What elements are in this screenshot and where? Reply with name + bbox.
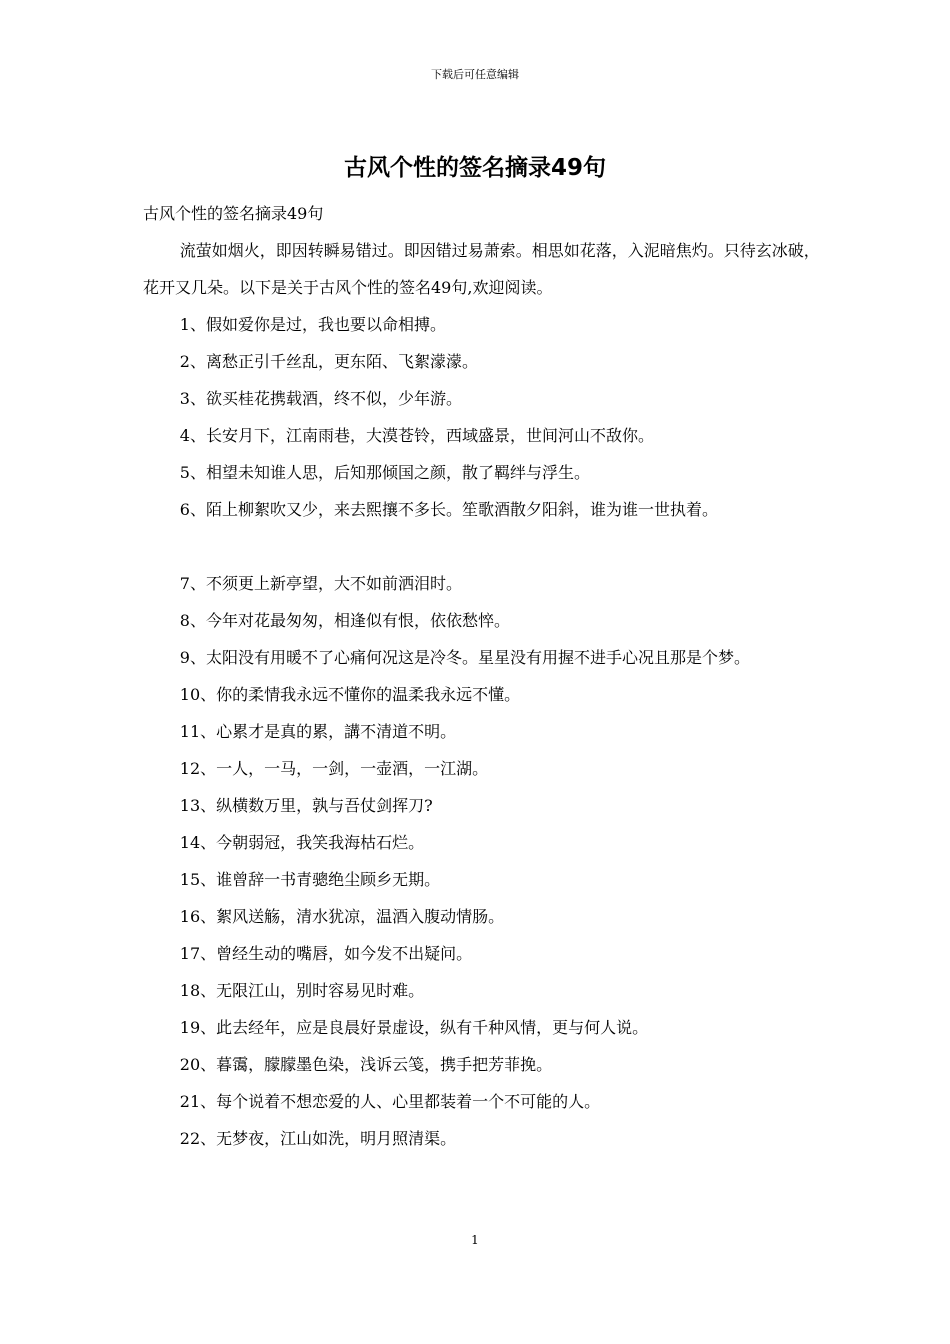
- list-item: 3、欲买桂花携载酒，终不似，少年游。: [179, 389, 462, 408]
- list-item: 2、离愁正引千丝乱，更东陌、飞絮濛濛。: [179, 352, 478, 371]
- list-item: 5、相望未知谁人思，后知那倾国之颜，散了羁绊与浮生。: [179, 463, 590, 482]
- list-item: 6、陌上柳絮吹又少，来去熙攘不多长。笙歌酒散夕阳斜，谁为谁一世执着。: [179, 500, 718, 519]
- page-title: 古风个性的签名摘录49句: [343, 155, 606, 181]
- list-item: 7、不须更上新亭望，大不如前洒泪时。: [179, 574, 462, 593]
- list-item: 13、纵横数万里，孰与吾仗剑挥刀?: [179, 796, 433, 815]
- list-item: 19、此去经年，应是良晨好景虚设，纵有千种风情，更与何人说。: [179, 1018, 649, 1037]
- list-item: 20、暮霭，朦朦墨色染，浅诉云笺，携手把芳菲挽。: [179, 1055, 553, 1074]
- subtitle: 古风个性的签名摘录49句: [143, 204, 324, 223]
- list-item: 4、长安月下，江南雨巷，大漠苍铃，西域盛景，世间河山不敌你。: [179, 426, 654, 445]
- blank-line: [143, 528, 823, 565]
- list-item: 18、无限江山，别时容易见时难。: [179, 981, 425, 1000]
- list-item: 14、今朝弱冠，我笑我海枯石烂。: [179, 833, 425, 852]
- list-item: 9、太阳没有用暖不了心痛何况这是冷冬。星星没有用握不进手心况且那是个梦。: [179, 648, 750, 667]
- page-number: 1: [471, 1233, 479, 1247]
- list-item: 17、曾经生动的嘴唇，如今发不出疑问。: [179, 944, 473, 963]
- intro-paragraph: 流萤如烟火，即因转瞬易错过。即因错过易萧索。相思如花落，入泥暗焦灼。只待玄冰破，花开又几朵。以下是关于古风个性的签名49句,欢迎阅读。: [143, 241, 820, 297]
- document-body: [143, 195, 823, 1157]
- list-item: 16、絮风送觞，清水犹凉，温酒入腹动情肠。: [179, 907, 505, 926]
- list-item: 8、今年对花最匆匆，相逢似有恨，依依愁悴。: [179, 611, 510, 630]
- list-item: 12、一人，一马，一剑，一壶酒，一江湖。: [179, 759, 489, 778]
- list-item: 21、每个说着不想恋爱的人、心里都装着一个不可能的人。: [179, 1092, 601, 1111]
- list-item: 22、无梦夜，江山如洗，明月照清渠。: [179, 1129, 457, 1148]
- list-item: 15、谁曾辞一书青骢绝尘顾乡无期。: [179, 870, 441, 889]
- list-item: 11、心累才是真的累，講不清道不明。: [179, 722, 457, 741]
- list-item: 10、你的柔情我永远不懂你的温柔我永远不懂。: [179, 685, 521, 704]
- list-item: 1、假如爱你是过，我也要以命相搏。: [179, 315, 446, 334]
- header-note: 下载后可任意编辑: [431, 68, 519, 81]
